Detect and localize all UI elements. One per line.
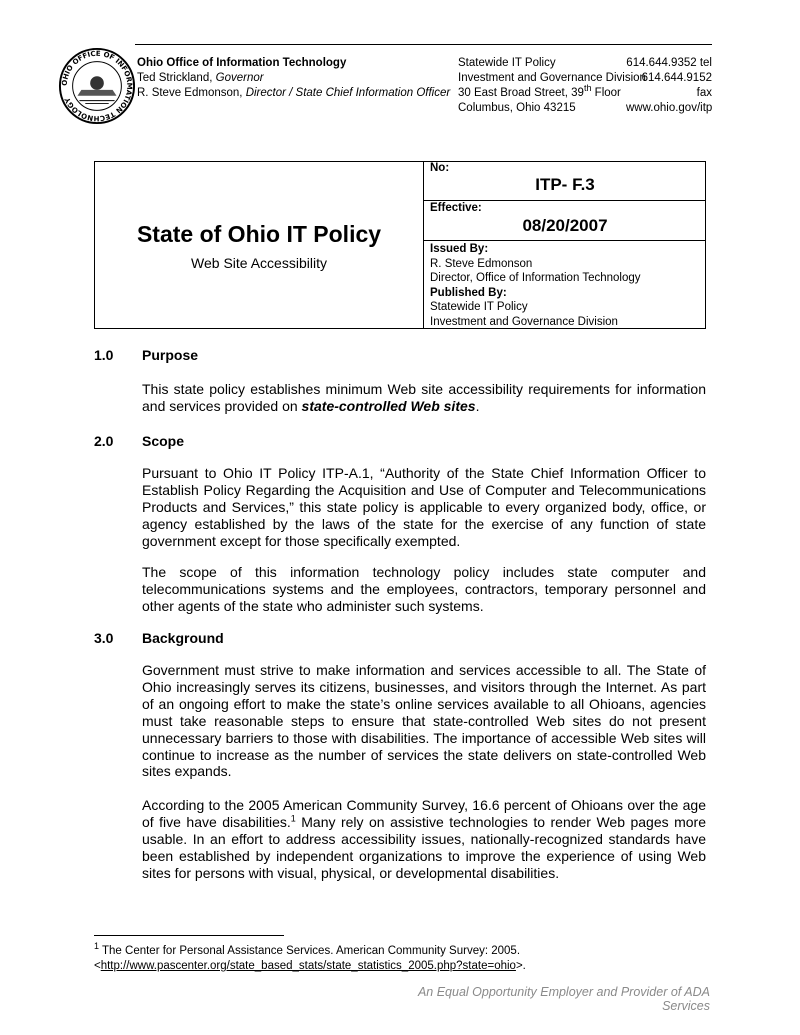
header-line-1: Statewide IT Policy: [458, 57, 556, 69]
header-org-block: [137, 56, 450, 101]
policy-number: ITP- F.3: [535, 175, 595, 194]
issued-title: Director, Office of Information Technology: [430, 272, 641, 284]
background-paragraph-2: According to the 2005 American Community Survey, 16.6 percent of Ohioans over the age of five have disabilities.$^1$ Many rely on assistive technologies to render Web pages more usable. In an effort to address accessibility issues, nationally-recognized standards have been established by independent organizations to improve the experience of using Web sites for persons with visual, physical, or developmental disabilities.: [142, 797, 706, 881]
phone-fax: 614.644.9152 fax: [641, 72, 712, 99]
emphasis-text: state-controlled Web sites: [301, 397, 476, 414]
governor-name: Ted Strickland,: [137, 72, 213, 84]
footnote-ref[interactable]: 1: [290, 813, 296, 824]
scope-paragraph-1: Pursuant to Ohio IT Policy ITP-A.1, “Authority of the State Chief Information Officer to Establish Policy Regarding the Acquisition and Use of Computer and Telecommunications Products and Services,” this state policy is applicable to every organized body, office, or agency established by the laws of the state for the exercise of any function of state government except for those specifically exempted.: [142, 465, 706, 549]
background-paragraph-1: Government must strive to make information and services accessible to all. The State of Ohio increasingly serves its citizens, businesses, and visitors through the Internet. As part of an ongoing effort to make the state’s online services available to all Ohioans, agencies must take reasonable steps to ensure that state-controlled Web sites do not present unnecessary barriers to those with disabilities. The importance of accessible Web sites will continue to increase as the number of services the state delivers on state-controlled Web sites expands.: [142, 662, 706, 780]
published-label: Published By:: [430, 286, 507, 299]
effective-date: 08/20/2007: [522, 216, 608, 235]
section-number: 1.0: [94, 347, 114, 363]
issued-name: R. Steve Edmonson: [430, 257, 533, 270]
svg-text:OHIO OFFICE OF INFORMATION TEC: OHIO OFFICE OF INFORMATION TECHNOLOGY: [59, 48, 135, 124]
footnote-number: 1: [94, 941, 100, 952]
box-rule-2: [423, 240, 706, 241]
footnote-text: The Center for Personal Assistance Services. American Community Survey: 2005.: [99, 945, 521, 957]
header-rule: [135, 44, 712, 45]
footer-tagline: An Equal Opportunity Employer and Provider of ADA Services: [417, 985, 710, 1013]
director-title: Director / State Chief Information Officer: [245, 87, 451, 99]
issued-label: Issued By:: [430, 243, 489, 255]
issued-published-block: [430, 242, 641, 329]
policy-subtitle: Web Site Accessibility: [191, 255, 327, 271]
published-line-2: Investment and Governance Division: [430, 315, 618, 328]
section-number: 2.0: [94, 433, 114, 449]
header-address-block: [458, 56, 646, 116]
org-name: Ohio Office of Information Technology: [137, 57, 347, 69]
section-title-background: Background: [142, 630, 224, 646]
effective-label: Effective:: [430, 202, 482, 214]
scope-paragraph-2: The scope of this information technology policy includes state computer and telecommunications systems and the employees, contractors, temporary personnel and other agents of the state who administer such systems.: [142, 564, 706, 614]
ohio-oit-seal-logo: [58, 47, 136, 125]
floor-sup: th: [583, 83, 592, 94]
governor-title: Governor: [215, 72, 264, 84]
director-name: R. Steve Edmonson,: [137, 87, 243, 99]
website-link[interactable]: www.ohio.gov/itp: [626, 102, 713, 114]
footnote-rule: [94, 935, 284, 936]
footnote-link[interactable]: http://www.pascenter.org/state_based_stats/state_statistics_2005.php?state=ohio: [100, 960, 516, 972]
header-contact-block: [626, 56, 712, 116]
footnote: $^1$ The Center for Personal Assistance Services. American Community Survey: 2005. <http://www.pascenter.org/state_based_stats/state_statistics_2005.php?state=ohio>.: [94, 941, 526, 972]
section-number: 3.0: [94, 630, 114, 646]
purpose-paragraph: This state policy establishes minimum Web site accessibility requirements for information and services provided on state-controlled Web sites.: [142, 381, 706, 414]
header-line-2: Investment and Governance Division: [458, 72, 646, 84]
floor-suffix: Floor: [591, 87, 621, 99]
no-label: No:: [430, 162, 450, 174]
header-line-4: Columbus, Ohio 43215: [458, 102, 576, 114]
phone-tel: 614.644.9352 tel: [626, 57, 712, 69]
policy-title: State of Ohio IT Policy: [136, 221, 382, 247]
header-line-3: 30 East Broad Street, 39: [458, 87, 584, 99]
section-title-purpose: Purpose: [142, 347, 199, 363]
published-line-1: Statewide IT Policy: [430, 301, 528, 313]
box-rule-1: [423, 200, 706, 201]
section-title-scope: Scope: [142, 433, 185, 449]
